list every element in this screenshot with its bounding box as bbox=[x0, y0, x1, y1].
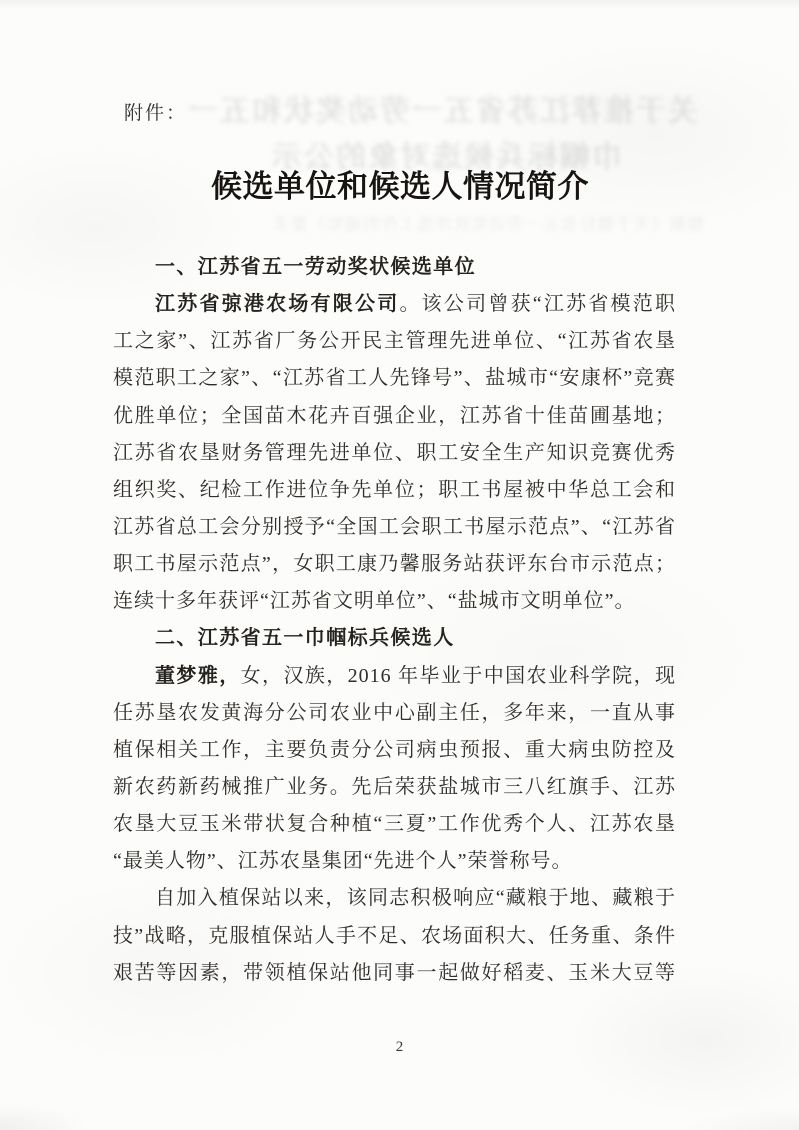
section-heading: 一、江苏省五一劳动奖状候选单位 bbox=[155, 256, 476, 278]
bleedthrough-line: 巾帼标兵候选对象的公示 bbox=[270, 141, 622, 174]
bleedthrough-line: 关于推荐江苏省五一劳动奖状和五一 bbox=[186, 95, 698, 128]
doc-line: 董梦雅，女，汉族，2016 年毕业于中国农业科学院，现 bbox=[155, 664, 676, 687]
doc-title: 候选单位和候选人情况简介 bbox=[211, 169, 589, 204]
doc-line: 职工书屋示范点”，女职工康乃馨服务站获评东台市示范点； bbox=[113, 553, 676, 576]
doc-line: 新农药新药械推广业务。先后荣获盐城市三八红旗手、江苏 bbox=[113, 775, 676, 798]
doc-line: 艰苦等因素，带领植保站他同事一起做好稻麦、玉米大豆等 bbox=[113, 961, 676, 984]
attachment-label: 附件： bbox=[124, 103, 188, 124]
doc-line: 江苏省农垦财务管理先进单位、职工安全生产知识竞赛优秀 bbox=[113, 441, 676, 464]
doc-line: 优胜单位；全国苗木花卉百强企业，江苏省十佳苗圃基地； bbox=[113, 404, 676, 427]
bleedthrough-line: 根据《关于做好省五一劳动奖状评选工作的通知》要求 bbox=[272, 215, 704, 234]
scan-shading bbox=[0, 1090, 799, 1130]
bold-run: 江苏省弶港农场有限公司 bbox=[155, 293, 400, 316]
doc-line: 任苏垦农发黄海分公司农业中心副主任，多年来，一直从事 bbox=[113, 701, 676, 724]
section-heading: 二、江苏省五一巾帼标兵候选人 bbox=[155, 627, 455, 650]
doc-line: 植保相关工作，主要负责分公司病虫预报、重大病虫防控及 bbox=[113, 738, 676, 761]
doc-line: “最美人物”、江苏农垦集团“先进个人”荣誉称号。 bbox=[113, 850, 573, 873]
bold-run: 董梦雅， bbox=[155, 664, 241, 687]
doc-body bbox=[113, 249, 676, 992]
doc-line: 连续十多年获评“江苏省文明单位”、“盐城市文明单位”。 bbox=[113, 590, 636, 613]
doc-line: 江苏省弶港农场有限公司。该公司曾获“江苏省模范职 bbox=[155, 293, 676, 316]
page-number: 2 bbox=[395, 1039, 404, 1055]
doc-line: 自加入植保站以来，该同志积极响应“藏粮于地、藏粮于 bbox=[155, 887, 676, 910]
doc-line: 组织奖、纪检工作进位争先单位；职工书屋被中华总工会和 bbox=[113, 478, 676, 501]
doc-line: 工之家”、江苏省厂务公开民主管理先进单位、“江苏省农垦 bbox=[113, 330, 676, 353]
doc-line: 江苏省总工会分别授予“全国工会职工书屋示范点”、“江苏省 bbox=[113, 515, 676, 538]
doc-line: 模范职工之家”、“江苏省工人先锋号”、盐城市“安康杯”竞赛 bbox=[113, 367, 676, 390]
doc-line: 技”战略，克服植保站人手不足、农场面积大、任务重、条件 bbox=[113, 924, 676, 947]
doc-line: 农垦大豆玉米带状复合种植“三夏”工作优秀个人、江苏农垦 bbox=[113, 813, 676, 836]
